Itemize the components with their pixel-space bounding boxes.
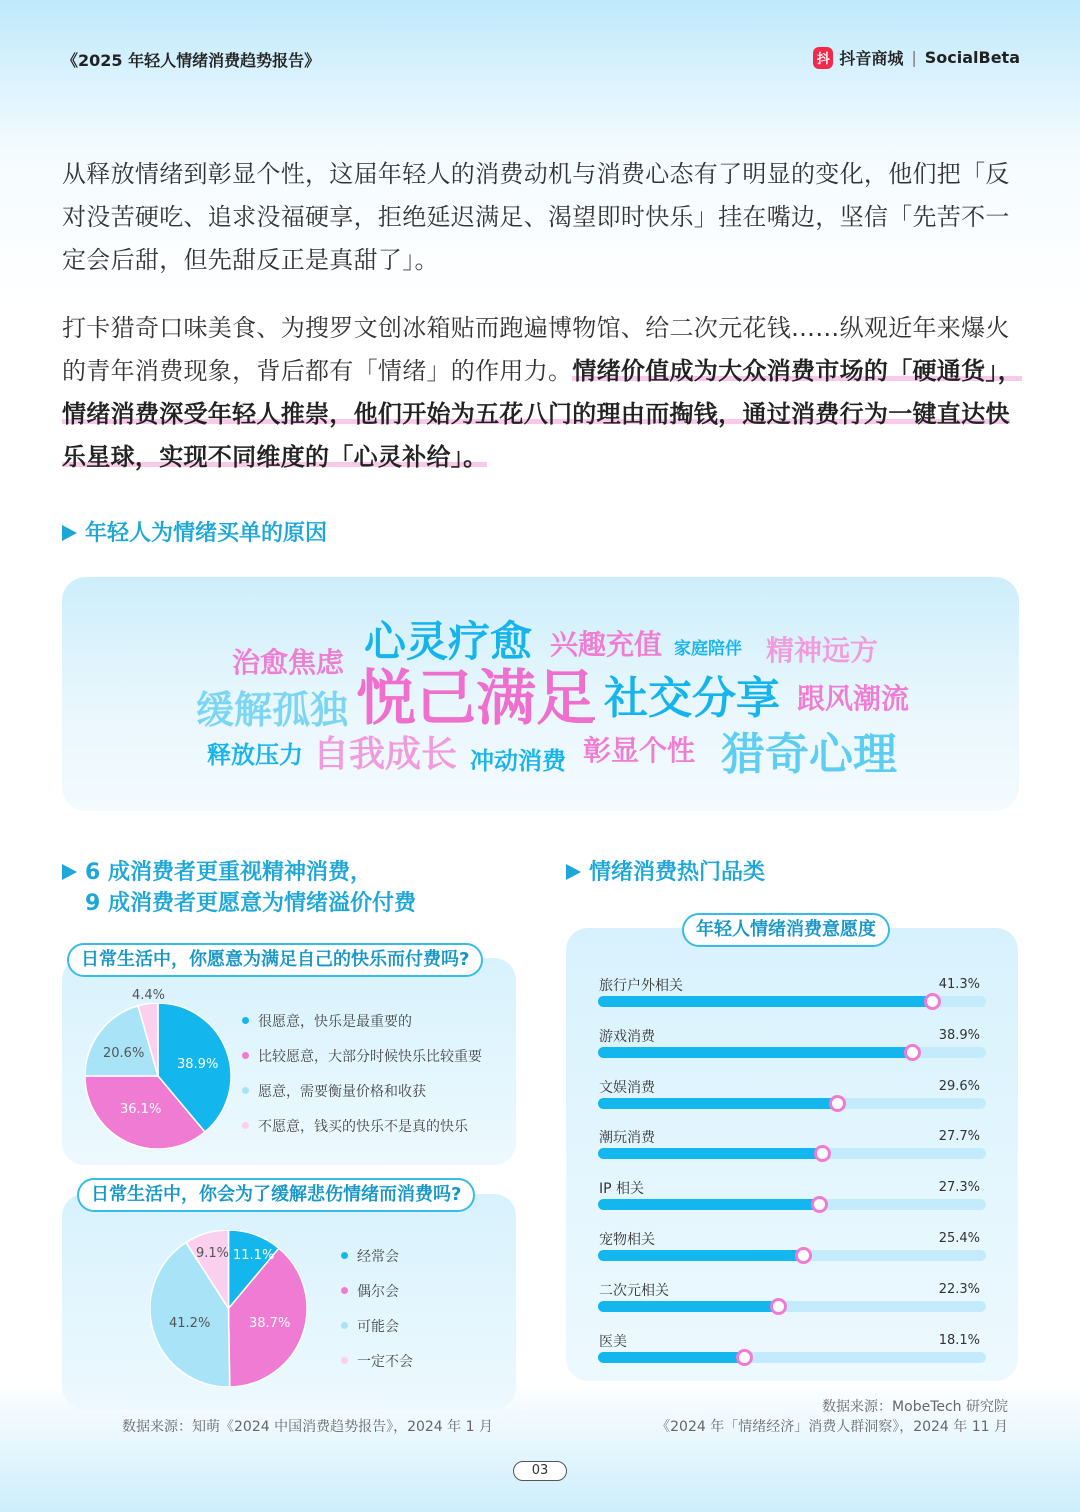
bar-track	[598, 1250, 986, 1261]
legend-item: 可能会	[341, 1308, 413, 1343]
bar-row	[598, 1328, 986, 1379]
brand-name: 抖音商城	[839, 49, 904, 68]
cloud-word: 释放压力	[207, 741, 303, 769]
reasons-title-text: 年轻人为情绪买单的原因	[85, 521, 328, 546]
legend-dot-icon	[242, 1017, 249, 1024]
legend-item: 一定不会	[341, 1343, 413, 1378]
legend-dot-icon	[341, 1322, 348, 1329]
legend-item: 比较愿意，大部分时候快乐比较重要	[242, 1038, 482, 1073]
q1-pie-slices	[85, 1003, 231, 1149]
legend-item: 愿意，需要衡量价格和收获	[242, 1073, 482, 1108]
legend-item: 偶尔会	[341, 1273, 413, 1308]
bar-track	[598, 1098, 986, 1109]
q2-question: 日常生活中，你会为了缓解悲伤情绪而消费吗?	[77, 1178, 475, 1212]
q2-label-3: 41.2%	[169, 1316, 211, 1331]
bar-fill	[598, 1098, 837, 1109]
report-title: 《2025 年轻人情绪消费趋势报告》	[62, 51, 321, 70]
q2-legend	[341, 1238, 413, 1378]
legend-item: 很愿意，快乐是最重要的	[242, 1003, 482, 1038]
bar-fill	[598, 1301, 778, 1312]
brand-lockup	[813, 46, 1020, 69]
cloud-word: 治愈焦虑	[232, 646, 345, 679]
bar-value: 29.6%	[938, 1078, 980, 1094]
bar-label: 医美	[599, 1333, 627, 1350]
intro-paragraph-2-text: 打卡猎奇口味美食、为搜罗文创冰箱贴而跑遍博物馆、给二次元花钱……纵观近年来爆火的青年消费现象，背后都有「情绪」的作用力。	[62, 314, 1010, 385]
bar-label: 潮玩消费	[599, 1130, 655, 1147]
bar-value: 18.1%	[938, 1332, 980, 1348]
q2-label-4: 9.1%	[196, 1246, 230, 1261]
page-header	[62, 48, 1020, 72]
legend-dot-icon	[242, 1122, 249, 1129]
bar-label: 旅行户外相关	[599, 978, 683, 994]
categories-section-title	[566, 857, 765, 888]
cloud-word: 彰显个性	[583, 734, 696, 767]
cloud-word: 自我成长	[313, 734, 458, 775]
cloud-word: 心灵疗愈	[364, 617, 533, 666]
bar-row	[598, 972, 986, 1023]
word-cloud	[62, 577, 1019, 811]
bar-label: IP 相关	[599, 1181, 645, 1198]
intro-highlight: 情绪价值成为大众消费市场的「硬通货」，情绪消费深受年轻人推崇，他们开始为五花八门的理由而掏钱，通过消费行为一键直达快乐星球，实现不同维度的「心灵补给」。	[62, 357, 1023, 471]
cloud-word: 冲动消费	[470, 747, 566, 775]
bar-row	[598, 1175, 986, 1226]
legend-dot-icon	[341, 1287, 348, 1294]
bar-fill	[598, 1199, 819, 1210]
cloud-word: 缓解孤独	[196, 688, 349, 732]
cloud-word: 家庭陪伴	[674, 639, 742, 659]
section-arrow-icon	[566, 864, 581, 880]
reasons-section-title	[62, 518, 327, 549]
q1-label-1: 38.9%	[177, 1057, 219, 1072]
bar-fill	[598, 1352, 744, 1363]
cloud-word: 社交分享	[604, 673, 780, 724]
partner-name: SocialBeta	[924, 48, 1020, 67]
bar-row	[598, 1074, 986, 1125]
bar-track	[598, 1199, 986, 1210]
q2-label-1: 11.1%	[233, 1248, 275, 1263]
legend-item: 经常会	[341, 1238, 413, 1273]
bar-row	[598, 1277, 986, 1328]
bar-knob-icon	[904, 1044, 921, 1061]
spending-title-text: 6 成消费者更重视精神消费， 9 成消费者更愿意为情绪溢价付费	[85, 860, 416, 916]
legend-item: 不愿意，钱买的快乐不是真的快乐	[242, 1108, 482, 1143]
douyin-mall-logo-icon: 抖	[813, 47, 833, 69]
categories-title-text: 情绪消费热门品类	[589, 860, 766, 885]
bar-fill	[598, 1047, 912, 1058]
categories-pill: 年轻人情绪消费意愿度	[682, 913, 890, 947]
bar-row	[598, 1023, 986, 1074]
bar-knob-icon	[795, 1247, 812, 1264]
intro-paragraph-2	[62, 307, 1022, 479]
bar-label: 二次元相关	[599, 1282, 669, 1299]
bar-value: 27.3%	[938, 1180, 980, 1196]
bar-row	[598, 1124, 986, 1175]
cloud-word: 精神远方	[766, 634, 879, 667]
q1-legend	[242, 1003, 482, 1143]
bar-fill	[598, 1148, 822, 1159]
bar-value: 22.3%	[938, 1281, 980, 1297]
bar-label: 游戏消费	[599, 1028, 655, 1045]
bar-value: 27.7%	[938, 1129, 980, 1145]
spending-section-title	[62, 857, 416, 919]
bar-value: 38.9%	[938, 1027, 980, 1043]
bar-fill	[598, 1250, 803, 1261]
cloud-word: 悦己满足	[356, 664, 596, 734]
bar-knob-icon	[814, 1145, 831, 1162]
categories-bar-chart	[598, 972, 986, 1378]
spending-source: 数据来源：知萌《2024 中国消费趋势报告》，2024 年 1 月	[122, 1419, 493, 1435]
legend-dot-icon	[242, 1052, 249, 1059]
bar-row	[598, 1226, 986, 1277]
bar-knob-icon	[770, 1298, 787, 1315]
bar-knob-icon	[736, 1349, 753, 1366]
brand-separator: |	[911, 48, 917, 67]
intro-paragraph-1: 从释放情绪到彰显个性，这届年轻人的消费动机与消费心态有了明显的变化，他们把「反对没苦硬吃、追求没福硬享，拒绝延迟满足、渴望即时快乐」挂在嘴边，坚信「先苦不一定会后甜，但先甜反正是真甜了」。	[62, 160, 1010, 274]
cloud-word: 兴趣充值	[550, 628, 663, 661]
bar-label: 文娱消费	[599, 1079, 655, 1096]
legend-dot-icon	[242, 1087, 249, 1094]
bar-track	[598, 1148, 986, 1159]
categories-source: 数据来源：MobeTech 研究院 《2024 年「情绪经济」消费人群洞察》，2024 年 11 月	[656, 1399, 1008, 1435]
q1-label-3: 20.6%	[103, 1046, 145, 1061]
legend-dot-icon	[341, 1252, 348, 1259]
section-arrow-icon	[62, 864, 77, 880]
bar-track	[598, 1352, 986, 1363]
page-number: 03	[513, 1461, 567, 1481]
bar-track	[598, 1047, 986, 1058]
bar-knob-icon	[829, 1095, 846, 1112]
cloud-word: 猎奇心理	[721, 729, 897, 780]
q1-label-4: 4.4%	[132, 988, 166, 1003]
section-arrow-icon	[62, 525, 77, 541]
bar-value: 41.3%	[938, 977, 980, 992]
bar-value: 25.4%	[938, 1230, 980, 1246]
bar-knob-icon	[811, 1196, 828, 1213]
bar-track	[598, 996, 986, 1007]
cloud-word: 跟风潮流	[797, 682, 910, 715]
q2-label-2: 38.7%	[249, 1316, 291, 1331]
bar-fill	[598, 996, 932, 1007]
q1-question: 日常生活中，你愿意为满足自己的快乐而付费吗?	[67, 943, 483, 977]
bar-label: 宠物相关	[599, 1231, 655, 1248]
bar-track	[598, 1301, 986, 1312]
legend-dot-icon	[341, 1357, 348, 1364]
bar-knob-icon	[924, 993, 941, 1010]
q1-pie-chart	[85, 1003, 231, 1149]
q1-label-2: 36.1%	[120, 1102, 162, 1117]
